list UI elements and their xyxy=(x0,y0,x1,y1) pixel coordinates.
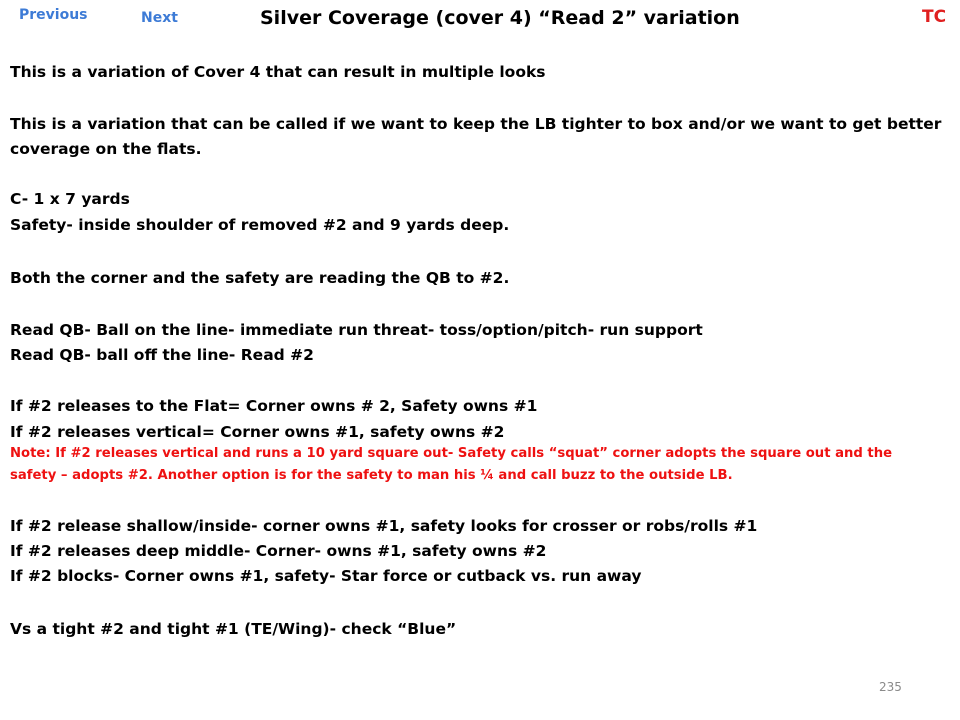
check-blue: Vs a tight #2 and tight #1 (TE/Wing)- check “Blue” xyxy=(10,620,457,638)
description-line-1: This is a variation that can be called if we want to keep the LB tighter to box and/or we want to get better xyxy=(10,115,942,133)
description-line-2: coverage on the flats. xyxy=(10,140,202,158)
rule-flat: If #2 releases to the Flat= Corner owns # 2, Safety owns #1 xyxy=(10,397,538,415)
next-link[interactable]: Next xyxy=(141,10,178,26)
read-statement: Both the corner and the safety are reading the QB to #2. xyxy=(10,269,510,287)
rule-blocks: If #2 blocks- Corner owns #1, safety- Star force or cutback vs. run away xyxy=(10,567,642,585)
intro-text: This is a variation of Cover 4 that can result in multiple looks xyxy=(10,63,546,81)
note-line-1: Note: If #2 releases vertical and runs a 10 yard square out- Safety calls “squat” corner adopts the square out and the xyxy=(10,446,893,461)
tc-label: TC xyxy=(922,7,947,27)
rule-deep: If #2 releases deep middle- Corner- owns #1, safety owns #2 xyxy=(10,542,547,560)
read-qb-on-line: Read QB- Ball on the line- immediate run threat- toss/option/pitch- run support xyxy=(10,321,703,339)
rule-vertical: If #2 releases vertical= Corner owns #1, safety owns #2 xyxy=(10,423,505,441)
note-line-2: safety – adopts #2. Another option is for the safety to man his ¼ and call buzz to the outside LB. xyxy=(10,468,733,483)
page-title: Silver Coverage (cover 4) “Read 2” variation xyxy=(260,7,740,29)
corner-alignment: C- 1 x 7 yards xyxy=(10,190,130,208)
previous-link[interactable]: Previous xyxy=(19,7,88,23)
rule-shallow: If #2 release shallow/inside- corner owns #1, safety looks for crosser or robs/rolls #1 xyxy=(10,517,758,535)
read-qb-off-line: Read QB- ball off the line- Read #2 xyxy=(10,346,314,364)
safety-alignment: Safety- inside shoulder of removed #2 and 9 yards deep. xyxy=(10,216,510,234)
page-number: 235 xyxy=(879,680,902,694)
